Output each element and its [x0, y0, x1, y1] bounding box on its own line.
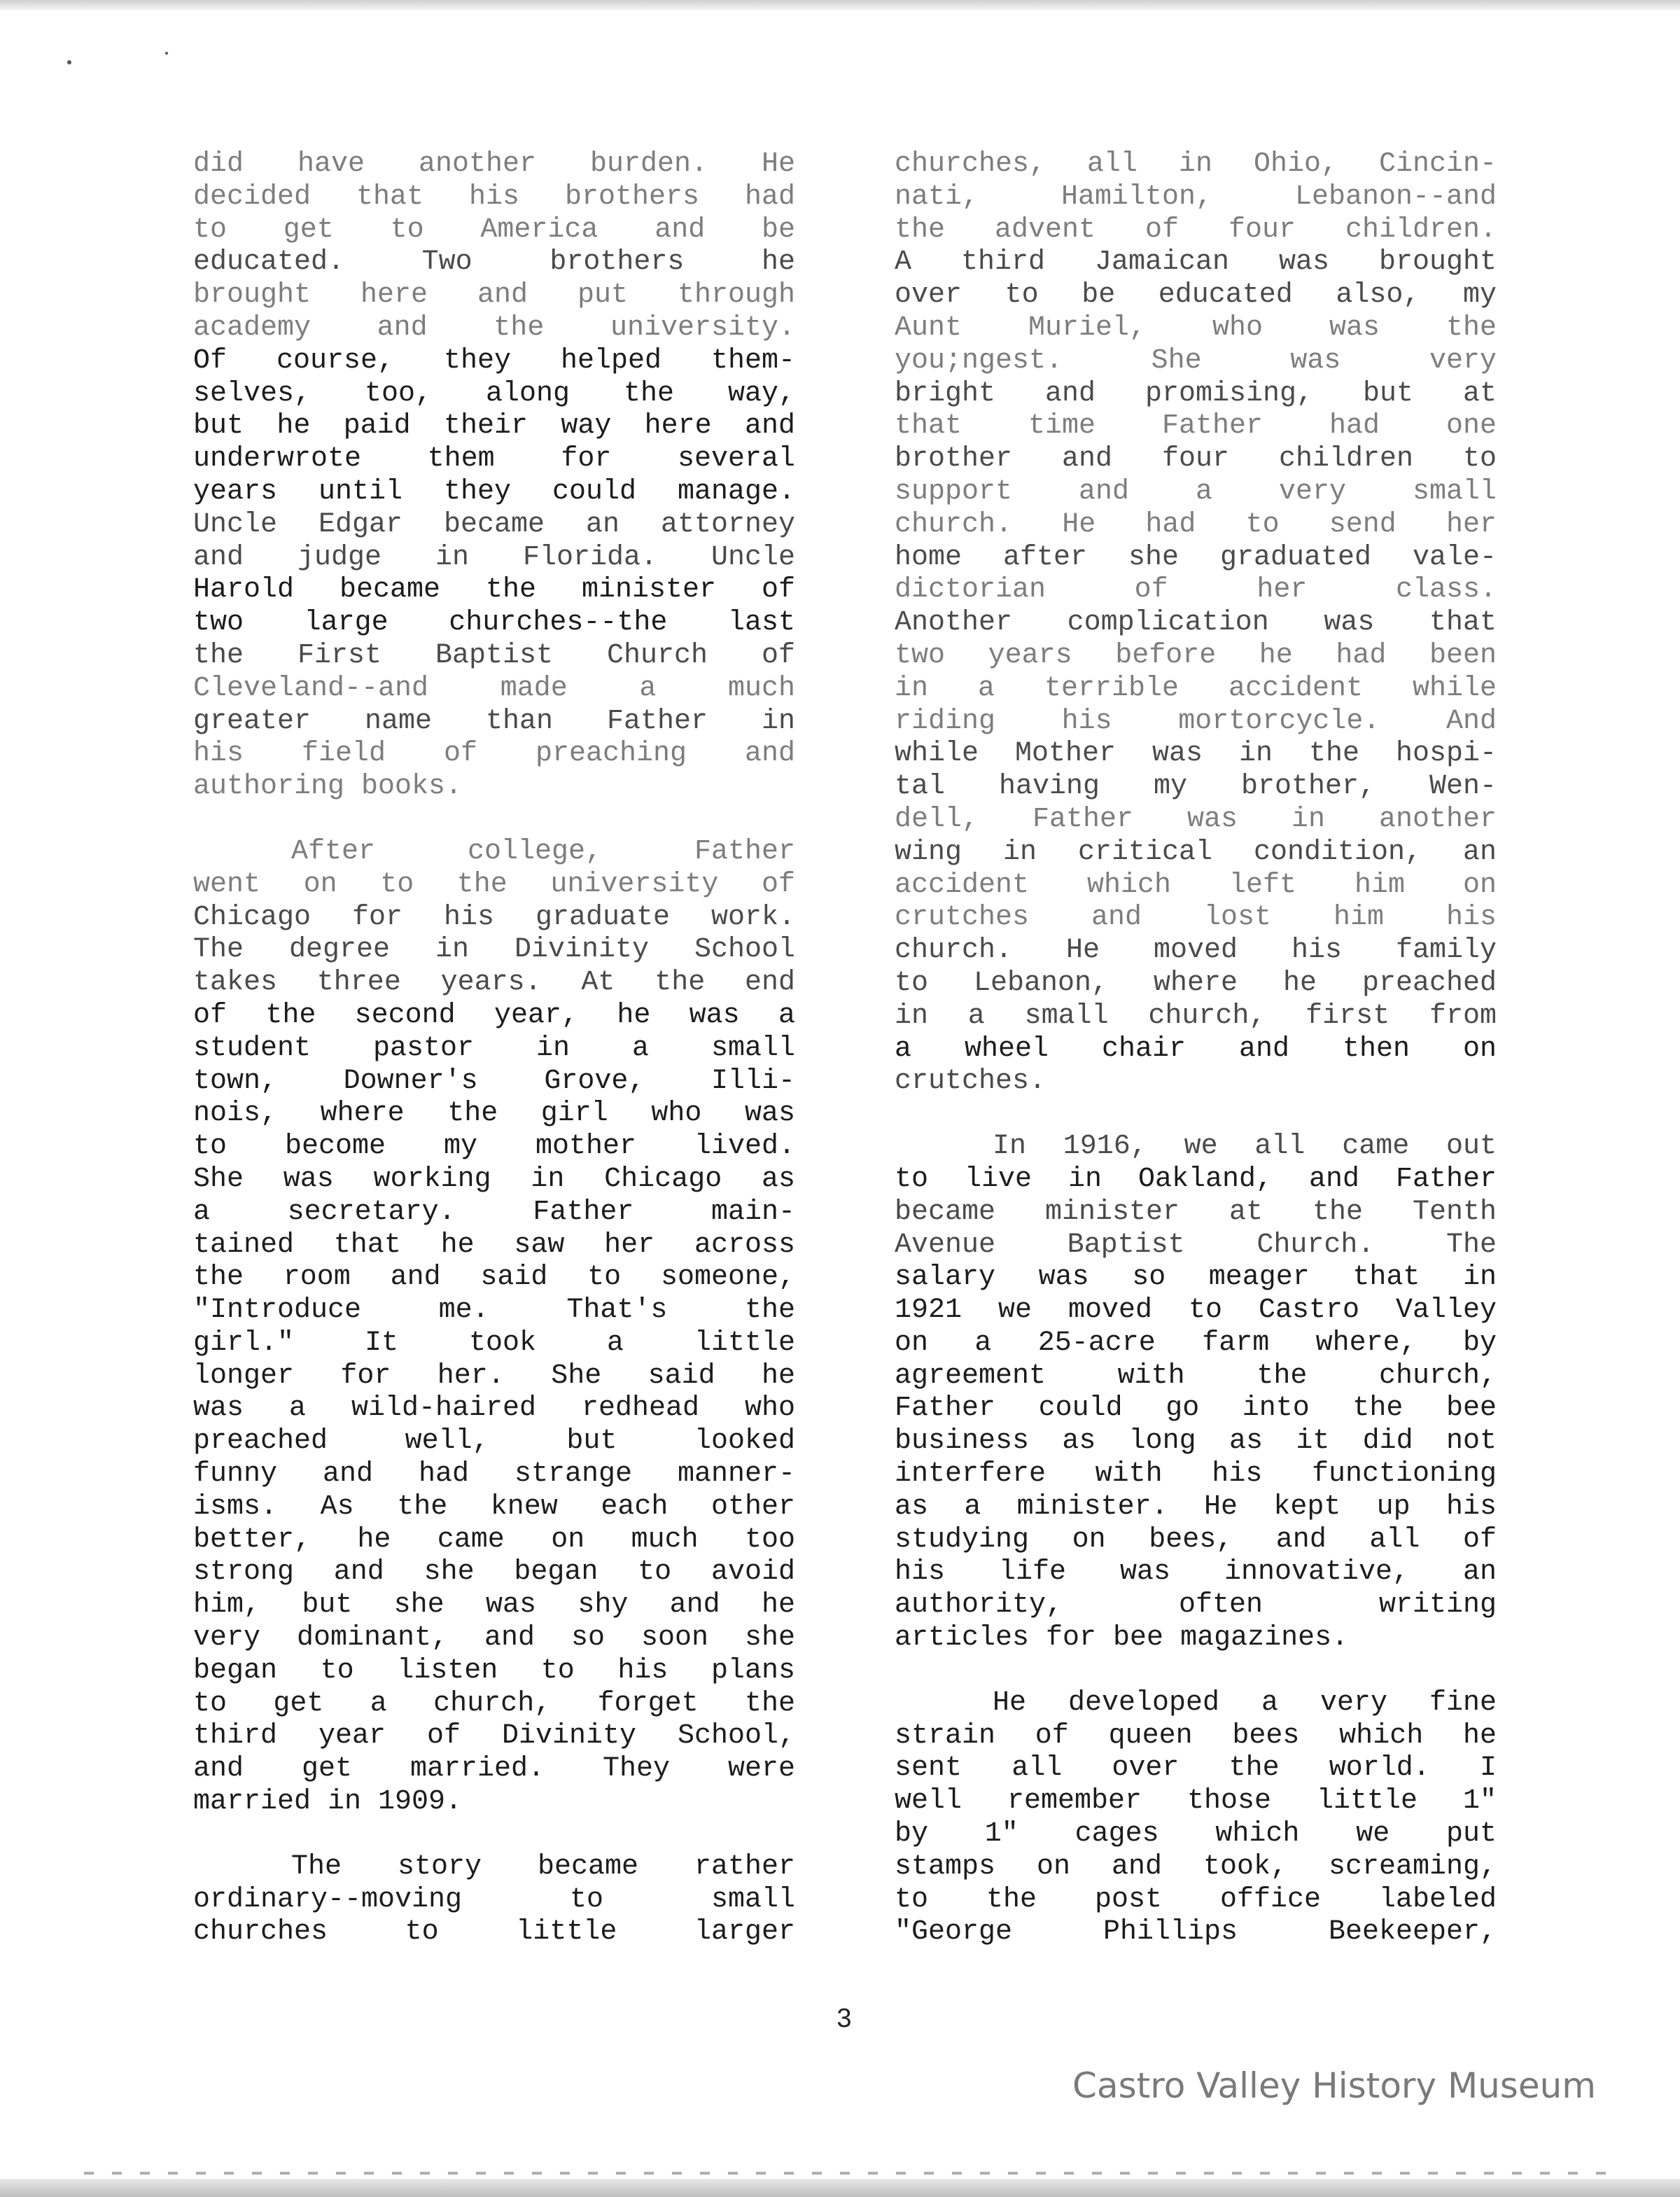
- text-line: Aunt Muriel, who was the: [895, 312, 1497, 344]
- text-line: In 1916, we all came out: [993, 1131, 1497, 1163]
- text-line: takes three years. At the end: [193, 967, 795, 999]
- paragraph: [193, 1851, 795, 1949]
- museum-watermark: Castro Valley History Museum: [1072, 2065, 1596, 2106]
- text-line: sent all over the world. I: [895, 1752, 1497, 1785]
- text-line: strain of queen bees which he: [895, 1720, 1497, 1752]
- text-line: Another complication was that: [895, 607, 1497, 639]
- text-line: girl." It took a little: [193, 1327, 795, 1359]
- text-line: to get a church, forget the: [193, 1687, 795, 1720]
- text-line: to become my mother lived.: [193, 1131, 795, 1163]
- text-line: very dominant, and so soon she: [193, 1622, 795, 1654]
- text-line: his field of preaching and: [193, 738, 795, 770]
- text-line: Harold became the minister of: [193, 574, 795, 606]
- text-line: Chicago for his graduate work.: [193, 901, 795, 933]
- text-line: home after she graduated vale-: [895, 541, 1497, 573]
- text-line: years until they could manage.: [193, 475, 795, 508]
- paragraph: [193, 836, 795, 1819]
- text-line: became minister at the Tenth: [895, 1196, 1497, 1228]
- text-line: to Lebanon, where he preached: [895, 967, 1497, 999]
- text-line: authoring books.: [193, 771, 463, 803]
- scan-speck: [165, 52, 168, 55]
- text-line: two years before he had been: [895, 639, 1497, 671]
- text-line: He developed a very fine: [993, 1687, 1497, 1719]
- text-line: the First Baptist Church of: [193, 639, 795, 671]
- text-line: selves, too, along the way,: [193, 377, 795, 410]
- text-line: did have another burden. He: [193, 148, 795, 180]
- text-line: "Introduce me. That's the: [193, 1295, 795, 1327]
- text-line: you;ngest. She was very: [895, 344, 1497, 377]
- text-line: him, but she was shy and he: [193, 1589, 795, 1621]
- text-line: his life was innovative, an: [895, 1556, 1497, 1589]
- text-line: was a wild-haired redhead who: [193, 1393, 795, 1425]
- text-line: went on to the university of: [193, 868, 795, 900]
- text-line: dictorian of her class.: [895, 574, 1497, 606]
- text-line: churches, all in Ohio, Cincin-: [895, 148, 1497, 180]
- text-line: by 1" cages which we put: [895, 1818, 1497, 1850]
- text-line: educated. Two brothers he: [193, 246, 795, 279]
- scan-top-edge: [0, 0, 1680, 10]
- text-line: business as long as it did not: [895, 1425, 1497, 1458]
- text-line: that time Father had one: [895, 410, 1497, 442]
- text-column-right: [895, 148, 1497, 1981]
- text-line: third year of Divinity School,: [193, 1720, 795, 1752]
- text-line: support and a very small: [895, 475, 1497, 508]
- text-line: Of course, they helped them-: [193, 344, 795, 377]
- text-line: crutches.: [895, 1066, 1046, 1098]
- text-line: academy and the university.: [193, 312, 795, 344]
- text-line: a secretary. Father main-: [193, 1196, 795, 1228]
- text-line: and get married. They were: [193, 1753, 795, 1785]
- text-line: married in 1909.: [193, 1786, 463, 1818]
- text-line: nois, where the girl who was: [193, 1098, 795, 1130]
- text-line: decided that his brothers had: [193, 181, 795, 213]
- text-line: The story became rather: [291, 1850, 795, 1883]
- text-line: preached well, but looked: [193, 1425, 795, 1458]
- text-line: riding his mortorcycle. And: [895, 705, 1497, 737]
- paragraph: [895, 1131, 1497, 1655]
- text-line: accident which left him on: [895, 869, 1497, 901]
- paragraph: [193, 148, 795, 804]
- scan-bottom-edge: [0, 2179, 1680, 2197]
- text-line: authority, often writing: [895, 1589, 1497, 1621]
- text-line: tained that he saw her across: [193, 1229, 795, 1261]
- text-line: agreement with the church,: [895, 1360, 1497, 1392]
- text-line: stamps on and took, screaming,: [895, 1850, 1497, 1883]
- text-line: After college, Father: [291, 835, 795, 867]
- text-line: isms. As the knew each other: [193, 1491, 795, 1523]
- page-number: 3: [836, 2004, 852, 2033]
- text-line: to live in Oakland, and Father: [895, 1163, 1497, 1195]
- text-line: ordinary--moving to small: [193, 1883, 795, 1916]
- scan-artifact-line: [84, 2172, 1624, 2175]
- text-line: Cleveland--and made a much: [193, 672, 795, 704]
- text-line: "George Phillips Beekeeper,: [895, 1916, 1497, 1948]
- text-line: over to be educated also, my: [895, 279, 1497, 312]
- text-line: church. He had to send her: [895, 508, 1497, 540]
- text-line: tal having my brother, Wen-: [895, 771, 1497, 803]
- text-line: in a terrible accident while: [895, 672, 1497, 704]
- text-line: A third Jamaican was brought: [895, 246, 1497, 279]
- text-line: strong and she began to avoid: [193, 1556, 795, 1589]
- text-line: wing in critical condition, an: [895, 836, 1497, 868]
- text-line: began to listen to his plans: [193, 1654, 795, 1687]
- text-line: bright and promising, but at: [895, 377, 1497, 410]
- text-line: greater name than Father in: [193, 705, 795, 737]
- text-line: interfere with his functioning: [895, 1458, 1497, 1491]
- text-line: but he paid their way here and: [193, 410, 795, 442]
- text-line: on a 25-acre farm where, by: [895, 1327, 1497, 1359]
- text-line: in a small church, first from: [895, 1000, 1497, 1032]
- text-line: and judge in Florida. Uncle: [193, 541, 795, 573]
- text-line: two large churches--the last: [193, 607, 795, 639]
- text-line: the advent of four children.: [895, 214, 1497, 246]
- text-line: The degree in Divinity School: [193, 934, 795, 966]
- text-line: better, he came on much too: [193, 1523, 795, 1556]
- text-line: She was working in Chicago as: [193, 1163, 795, 1195]
- text-line: brought here and put through: [193, 279, 795, 312]
- text-line: nati, Hamilton, Lebanon--and: [895, 181, 1497, 213]
- text-line: Uncle Edgar became an attorney: [193, 508, 795, 540]
- text-line: longer for her. She said he: [193, 1360, 795, 1392]
- text-line: articles for bee magazines.: [895, 1622, 1349, 1654]
- paragraph: [895, 148, 1497, 1098]
- text-line: churches to little larger: [193, 1916, 795, 1948]
- scan-speck: [67, 60, 71, 64]
- text-column-left: [193, 148, 795, 1981]
- text-line: crutches and lost him his: [895, 902, 1497, 934]
- text-line: underwrote them for several: [193, 443, 795, 475]
- text-line: church. He moved his family: [895, 935, 1497, 967]
- text-line: dell, Father was in another: [895, 803, 1497, 835]
- text-line: of the second year, he was a: [193, 999, 795, 1031]
- text-line: salary was so meager that in: [895, 1262, 1497, 1294]
- text-line: to get to America and be: [193, 214, 795, 246]
- text-line: well remember those little 1": [895, 1785, 1497, 1818]
- text-line: studying on bees, and all of: [895, 1523, 1497, 1556]
- text-line: town, Downer's Grove, Illi-: [193, 1065, 795, 1097]
- text-line: while Mother was in the hospi-: [895, 738, 1497, 770]
- text-line: brother and four children to: [895, 443, 1497, 475]
- text-line: a wheel chair and then on: [895, 1033, 1497, 1065]
- paragraph: [895, 1687, 1497, 1949]
- text-line: student pastor in a small: [193, 1032, 795, 1064]
- text-line: funny and had strange manner-: [193, 1458, 795, 1491]
- text-line: 1921 we moved to Castro Valley: [895, 1295, 1497, 1327]
- text-line: Father could go into the bee: [895, 1393, 1497, 1425]
- text-line: the room and said to someone,: [193, 1262, 795, 1294]
- text-line: Avenue Baptist Church. The: [895, 1229, 1497, 1261]
- text-line: as a minister. He kept up his: [895, 1491, 1497, 1523]
- text-line: to the post office labeled: [895, 1883, 1497, 1916]
